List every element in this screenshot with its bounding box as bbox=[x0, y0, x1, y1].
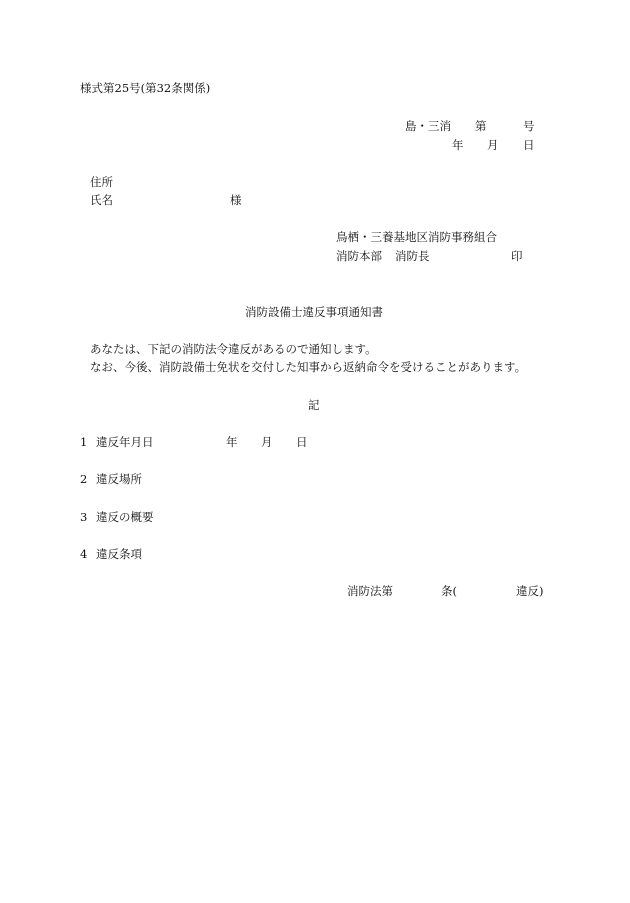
clause-article-label: 条( bbox=[441, 584, 457, 598]
issuer-chief: 消防長 bbox=[395, 249, 430, 263]
item-number: 3 bbox=[80, 510, 88, 524]
form-number-label: 様式第25号(第32条関係) bbox=[80, 81, 211, 95]
clause-law-label: 消防法第 bbox=[347, 584, 393, 598]
item-date-month: 月 bbox=[261, 435, 273, 449]
item-number: 1 bbox=[80, 435, 88, 449]
issue-month-label: 月 bbox=[487, 138, 499, 152]
issue-day-label: 日 bbox=[523, 138, 535, 152]
item-date-year: 年 bbox=[226, 435, 238, 449]
office-prefix: 島・三消 bbox=[405, 119, 451, 133]
item-label-violation-clause: 違反条項 bbox=[96, 547, 142, 561]
issue-go-label: 号 bbox=[523, 119, 535, 133]
item-date-day: 日 bbox=[296, 435, 308, 449]
body-line-2: なお、今後、消防設備士免状を交付した知事から返納命令を受けることがあります。 bbox=[90, 360, 527, 374]
clause-violation-label: 違反) bbox=[516, 584, 544, 598]
seal-label: 印 bbox=[511, 249, 523, 263]
issuer-organization: 鳥栖・三養基地区消防事務組合 bbox=[336, 230, 497, 244]
body-line-1: あなたは、下記の消防法令違反があるので通知します。 bbox=[90, 342, 377, 356]
item-label-violation-summary: 違反の概要 bbox=[96, 510, 154, 524]
issue-dai-label: 第 bbox=[475, 119, 487, 133]
issue-year-label: 年 bbox=[452, 138, 464, 152]
address-label: 住所 bbox=[90, 175, 113, 189]
item-label-violation-place: 違反場所 bbox=[96, 472, 142, 486]
item-number: 2 bbox=[80, 472, 88, 486]
item-label-violation-date: 違反年月日 bbox=[96, 435, 154, 449]
ki-heading: 記 bbox=[308, 398, 320, 412]
honorific-label: 様 bbox=[230, 193, 242, 207]
item-number: 4 bbox=[80, 547, 88, 561]
issuer-department: 消防本部 bbox=[336, 249, 382, 263]
name-label: 氏名 bbox=[90, 193, 113, 207]
document-title: 消防設備士違反事項通知書 bbox=[245, 305, 383, 319]
